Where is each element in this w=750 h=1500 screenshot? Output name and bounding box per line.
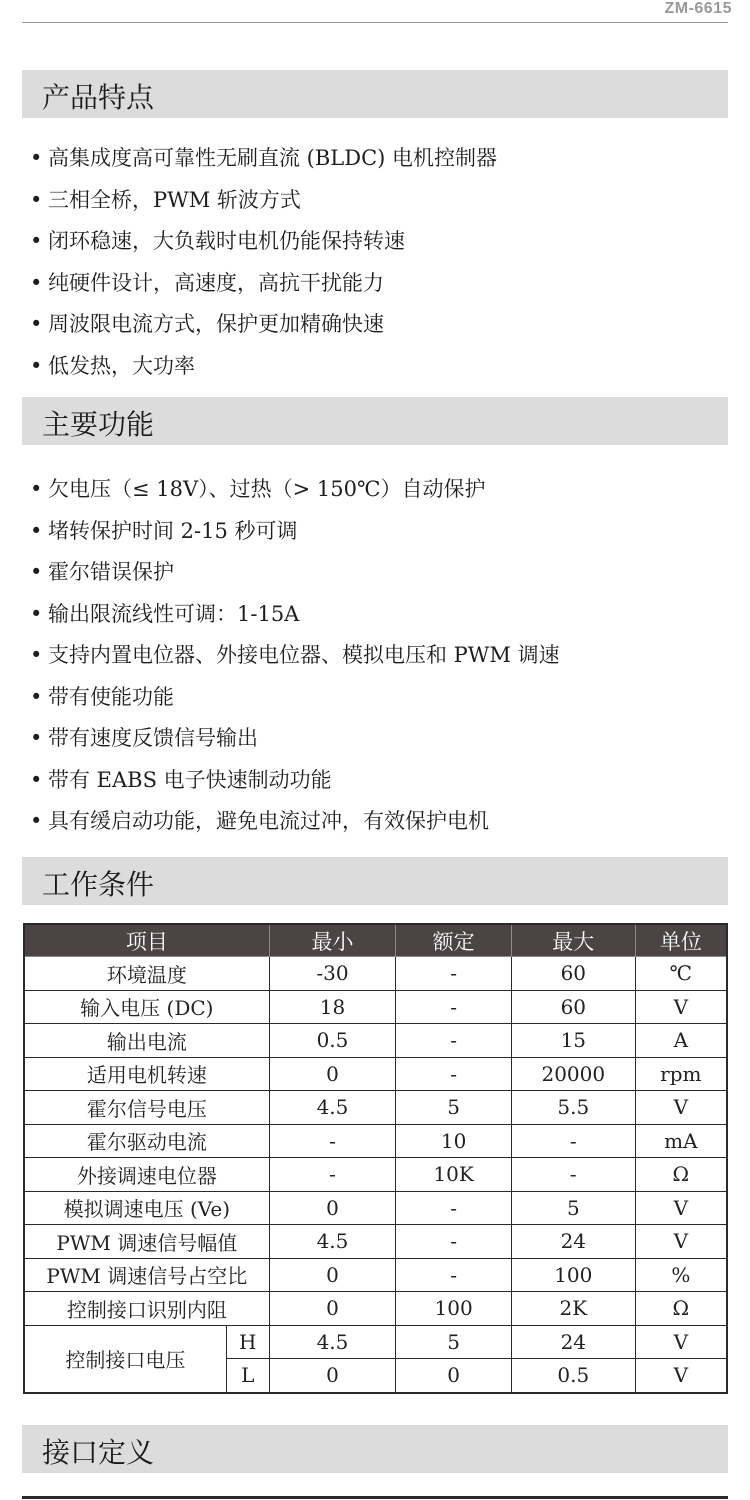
table-cell: V [635,1359,727,1393]
table-cell: 15 [511,1024,635,1058]
table-cell: 适用电机转速 [24,1057,269,1091]
bullet-icon: • [30,270,43,295]
table-cell: A [635,1024,727,1058]
list-item: • 周波限电流方式，保护更加精确快速 [30,304,497,346]
features-list [30,138,497,387]
list-item: • 带有 EABS 电子快速制动功能 [30,760,560,802]
list-item: • 低发热，大功率 [30,346,497,388]
table-cell: - [511,1124,635,1158]
top-divider [22,22,728,23]
table-cell: 5 [396,1091,512,1125]
table-cell: 0.5 [511,1359,635,1393]
bullet-icon: • [30,353,43,378]
table-cell: - [396,1057,512,1091]
table-cell: - [396,1191,512,1225]
section-conditions [22,857,728,905]
list-item: • 带有速度反馈信号输出 [30,718,560,760]
bullet-icon: • [30,767,43,792]
table-cell: 0 [269,1057,396,1091]
section-title: 接口定义 [42,1436,155,1469]
bullet-icon: • [30,312,43,336]
table-cell: 2K [511,1292,635,1326]
table-cell: Ω [635,1158,727,1192]
table-cell: - [269,1158,396,1192]
table-cell: 输出电流 [24,1024,269,1058]
table-row [24,1292,727,1326]
list-item: • 输出限流线性可调：1-15A [30,594,560,636]
table-cell: rpm [635,1057,727,1091]
bottom-divider [22,1496,728,1499]
table-cell: % [635,1258,727,1292]
table-row [24,1225,727,1259]
table-row [24,1258,727,1292]
table-cell: PWM 调速信号占空比 [24,1258,269,1292]
list-item: • 具有缓启动功能，避免电流过冲，有效保护电机 [30,801,560,843]
table-cell: 24 [511,1325,635,1359]
functions-list [30,469,560,843]
table-cell: - [396,1225,512,1259]
table-cell: - [396,957,512,991]
table-cell: 5.5 [511,1091,635,1125]
section-title: 产品特点 [42,81,155,114]
table-cell: 0.5 [269,1024,396,1058]
column-header: 最小 [269,924,396,957]
table-row [24,957,727,991]
table-cell: V [635,1225,727,1259]
table-row [24,1325,727,1359]
table-cell: 控制接口电压 [24,1325,226,1393]
section-interface [22,1425,728,1473]
table-cell: 10K [396,1158,512,1192]
section-features [22,70,728,118]
conditions-table [23,923,728,1394]
table-cell: 霍尔驱动电流 [24,1124,269,1158]
table-row [24,1124,727,1158]
table-cell: - [396,1024,512,1058]
table-row [24,1158,727,1192]
bullet-icon: • [30,477,43,501]
table-cell: 18 [269,990,396,1024]
table-cell: 控制接口识别内阻 [24,1292,269,1326]
bullet-icon: • [30,643,43,667]
table-cell: 4.5 [269,1225,396,1259]
table-cell: 0 [396,1359,512,1393]
list-item: • 霍尔错误保护 [30,552,560,594]
table-cell: 0 [269,1359,396,1393]
table-row [24,1091,727,1125]
table-cell: 10 [396,1124,512,1158]
table-cell: ℃ [635,957,727,991]
table-cell: - [269,1124,396,1158]
model-number: ZM-6615 [664,0,732,17]
table-cell: 4.5 [269,1091,396,1125]
table-cell: 模拟调速电压 (Ve) [24,1191,269,1225]
table-cell: 60 [511,957,635,991]
list-item: • 欠电压（≤ 18V）、过热（> 150℃）自动保护 [30,469,560,511]
list-item: • 堵转保护时间 2-15 秒可调 [30,511,560,553]
bullet-icon: • [30,809,43,833]
table-header-row [24,924,727,957]
table-cell: V [635,1325,727,1359]
column-header: 最大 [511,924,635,957]
table-cell: 0 [269,1258,396,1292]
bullet-icon: • [30,601,43,626]
table-cell: V [635,990,727,1024]
table-cell: 5 [511,1191,635,1225]
table-row [24,1191,727,1225]
bullet-icon: • [30,560,43,584]
bullet-icon: • [30,518,43,543]
column-header: 项目 [24,924,269,957]
table-cell: PWM 调速信号幅值 [24,1225,269,1259]
bullet-icon: • [30,146,43,170]
table-cell: 环境温度 [24,957,269,991]
table-row [24,1024,727,1058]
list-item: • 带有使能功能 [30,677,560,719]
table-cell: 60 [511,990,635,1024]
list-item: • 三相全桥，PWM 斩波方式 [30,180,497,222]
section-functions [22,397,728,445]
table-cell: V [635,1191,727,1225]
table-cell: 0 [269,1292,396,1326]
table-cell: 0 [269,1191,396,1225]
column-header: 单位 [635,924,727,957]
list-item: • 纯硬件设计，高速度，高抗干扰能力 [30,263,497,305]
list-item: • 闭环稳速，大负载时电机仍能保持转速 [30,221,497,263]
table-cell: 20000 [511,1057,635,1091]
table-cell: 外接调速电位器 [24,1158,269,1192]
table-cell: 100 [511,1258,635,1292]
list-item: • 高集成度高可靠性无刷直流 (BLDC) 电机控制器 [30,138,497,180]
table-cell: -30 [269,957,396,991]
table-cell: - [511,1158,635,1192]
table-cell: H [226,1325,269,1359]
table-cell: L [226,1359,269,1393]
table-cell: 5 [396,1325,512,1359]
bullet-icon: • [30,229,43,253]
table-row [24,990,727,1024]
table-cell: - [396,1258,512,1292]
table-cell: 霍尔信号电压 [24,1091,269,1125]
table-cell: 输入电压 (DC) [24,990,269,1024]
table-cell: 4.5 [269,1325,396,1359]
bullet-icon: • [30,684,43,709]
table-cell: Ω [635,1292,727,1326]
section-title: 工作条件 [42,868,155,901]
table-cell: V [635,1091,727,1125]
table-cell: 100 [396,1292,512,1326]
table-cell: 24 [511,1225,635,1259]
list-item: • 支持内置电位器、外接电位器、模拟电压和 PWM 调速 [30,635,560,677]
bullet-icon: • [30,187,43,212]
section-title: 主要功能 [42,408,155,441]
column-header: 额定 [396,924,512,957]
table-row [24,1057,727,1091]
table-cell: - [396,990,512,1024]
table-cell: mA [635,1124,727,1158]
bullet-icon: • [30,726,43,750]
